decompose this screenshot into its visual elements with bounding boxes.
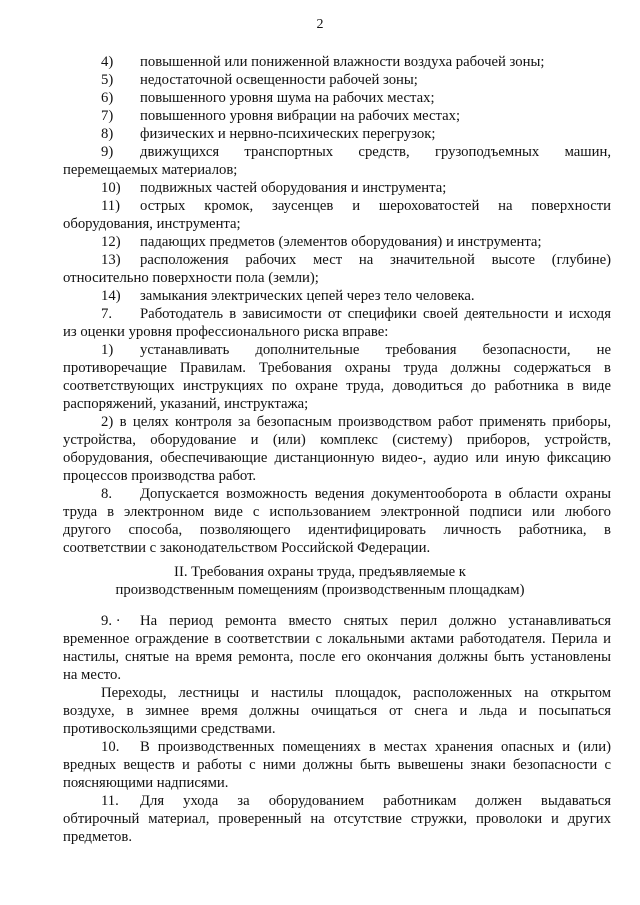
- text-line: перемещаемых материалов;: [63, 162, 238, 178]
- text-line: другого способа, позволяющего идентифицировать личность работника, в: [63, 522, 611, 538]
- section-heading-line-2: производственным помещениям (производственным площадкам): [115, 582, 525, 598]
- section-heading-line-1: II. Требования охраны труда, предъявляемые к: [174, 564, 466, 580]
- text-line: противоречащие Правилам. Требования охраны труда должны содержаться в: [63, 360, 611, 376]
- text-line: оборудования, инструмента;: [63, 216, 241, 232]
- text-line: настилы, снятые на время ремонта, после его окончания должны быть установлены: [63, 649, 611, 665]
- text-line: из оценки уровня профессионального риска вправе:: [63, 324, 389, 340]
- text-line: противоскользящими средствами.: [63, 721, 276, 737]
- text-line: предметов.: [63, 829, 132, 845]
- text-line: устройства, оборудование и (или) комплекс (систему) приборов, устройств,: [63, 432, 611, 448]
- text-line: временное ограждение в соответствии с локальными актами работодателя. Перила и: [63, 631, 611, 647]
- text-line: на место.: [63, 667, 121, 683]
- text-line: труда в электронном виде с использованием электронной подписи или любого: [63, 504, 611, 520]
- text-line: обтирочный материал, проверенный на отсутствие стружки, проволоки и других: [63, 811, 611, 827]
- text-line: соответствии с законодательством Российской Федерации.: [63, 540, 431, 556]
- text-line: поясняющими надписями.: [63, 775, 229, 791]
- text-line: вредных веществ и работы с ними должны быть вывешены знаки безопасности с: [63, 757, 611, 773]
- text-line: оборудования, обеспечивающие дистанционную видео-, аудио или иную фиксацию: [63, 450, 611, 466]
- text-line: распоряжений, указаний, инструктажа;: [63, 396, 309, 412]
- text-line: относительно поверхности пола (земли);: [63, 270, 319, 286]
- text-line: соответствующих инструкциях по охране труда, доводиться до работника в виде: [63, 378, 611, 394]
- text-line: воздухе, в зимнее время должны очищаться от снега и льда и посыпаться: [63, 703, 611, 719]
- text-line: процессов производства работ.: [63, 468, 257, 484]
- page-number: 2: [316, 17, 324, 32]
